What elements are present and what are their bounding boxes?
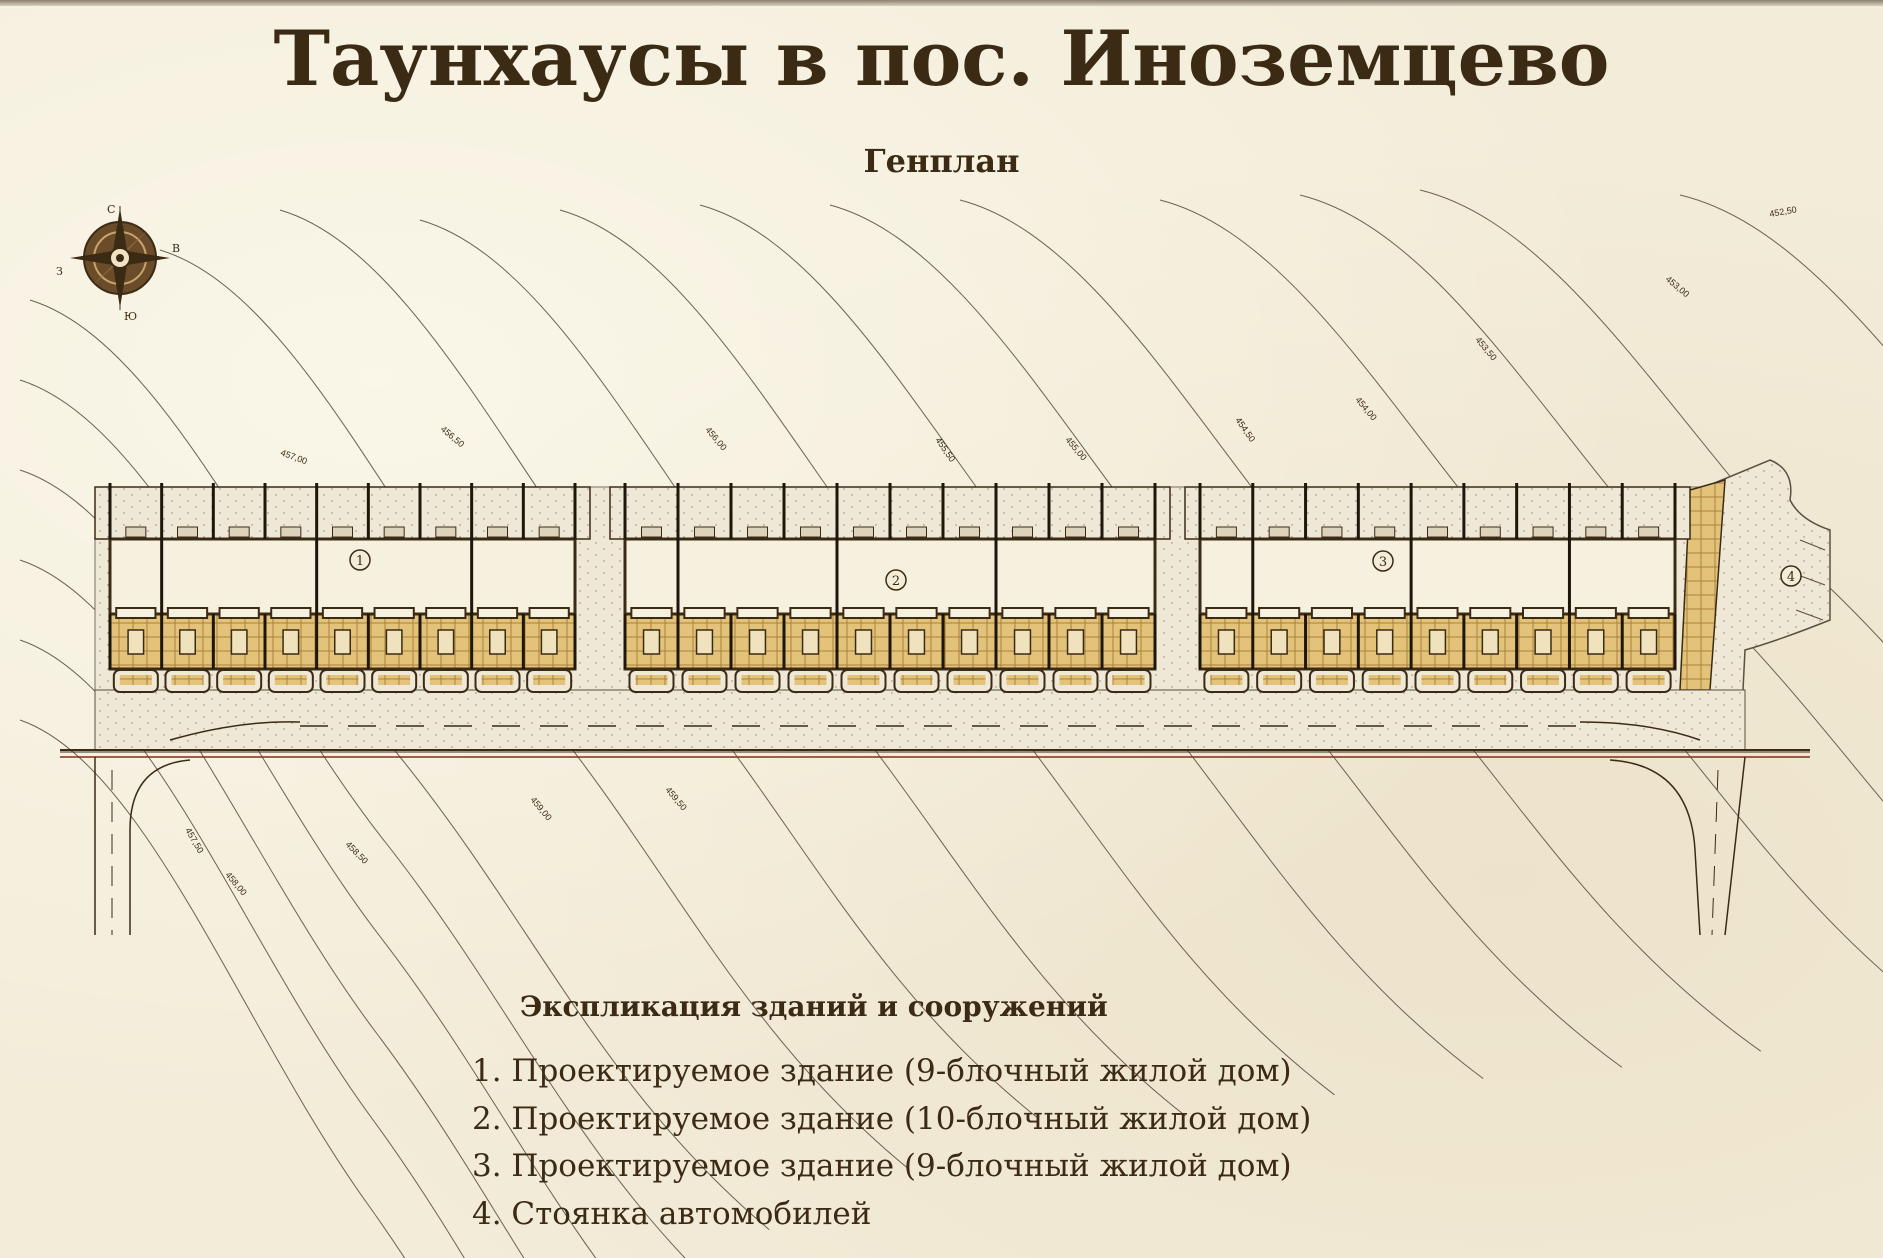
page-subtitle: Генплан <box>863 142 1020 180</box>
terrace <box>960 527 980 537</box>
terrace <box>384 527 404 537</box>
parking-bay-paving <box>1316 675 1348 685</box>
building-marker-2-label: 2 <box>891 574 901 589</box>
building-marker-1 <box>350 550 370 570</box>
unit-porch <box>790 608 830 618</box>
parking-bay-paving <box>378 675 410 685</box>
unit-entry <box>856 630 872 654</box>
building-marker-3 <box>1373 551 1393 571</box>
unit-porch <box>271 608 310 618</box>
parking-bay-paving <box>533 675 565 685</box>
unit-porch <box>949 608 989 618</box>
unit-entry <box>1218 630 1234 654</box>
parking-bay-paving <box>689 675 721 685</box>
parking-bay-paving <box>1474 675 1506 685</box>
terrace <box>1639 527 1659 537</box>
unit-porch <box>1259 608 1299 618</box>
building-body <box>1200 539 1675 614</box>
compass-rose-icon <box>56 203 180 323</box>
unit-entry <box>697 630 713 654</box>
unit-porch <box>426 608 465 618</box>
parking-bay-paving <box>1060 675 1092 685</box>
unit-entry <box>180 630 196 654</box>
terrace <box>281 527 301 537</box>
unit-entry <box>438 630 454 654</box>
terrace <box>1322 527 1342 537</box>
terrace <box>333 527 353 537</box>
unit-porch <box>1629 608 1669 618</box>
unit-porch <box>1576 608 1616 618</box>
unit-porch <box>168 608 207 618</box>
parking-bay-paving <box>1263 675 1295 685</box>
terrace <box>539 527 559 537</box>
unit-entry <box>962 630 978 654</box>
parking-bay-paving <box>327 675 359 685</box>
unit-porch <box>631 608 671 618</box>
unit-entry <box>1015 630 1031 654</box>
unit-entry <box>490 630 506 654</box>
parking-bay-paving <box>742 675 774 685</box>
building-marker-1-label: 1 <box>355 554 365 569</box>
unit-entry <box>1271 630 1287 654</box>
contour-label: 457,50 <box>183 826 206 855</box>
unit-porch <box>530 608 569 618</box>
terrace <box>1428 527 1448 537</box>
contour-label: 455,00 <box>1063 434 1089 463</box>
unit-entry <box>1068 630 1084 654</box>
unit-porch <box>684 608 724 618</box>
terrace <box>695 527 715 537</box>
parking-bay-paving <box>482 675 514 685</box>
contour-label: 456,00 <box>703 424 729 453</box>
contour-label: 458,00 <box>223 869 249 898</box>
parking-bay-paving <box>1007 675 1039 685</box>
unit-porch <box>737 608 777 618</box>
unit-porch <box>1312 608 1352 618</box>
road <box>60 690 1810 935</box>
explication-title: Экспликация зданий и сооружений <box>520 990 1108 1023</box>
parking-bay-paving <box>120 675 152 685</box>
unit-porch <box>116 608 155 618</box>
terrace <box>748 527 768 537</box>
terrace <box>229 527 249 537</box>
parking-bay-paving <box>901 675 933 685</box>
unit-porch <box>375 608 414 618</box>
parking-bay-paving <box>636 675 668 685</box>
terrace <box>1216 527 1236 537</box>
explication-item: 4. Стоянка автомобилей <box>472 1195 872 1232</box>
unit-entry <box>1324 630 1340 654</box>
terrace <box>1375 527 1395 537</box>
unit-porch <box>478 608 517 618</box>
unit-entry <box>750 630 766 654</box>
unit-entry <box>128 630 144 654</box>
unit-porch <box>220 608 259 618</box>
terrace <box>1119 527 1139 537</box>
parking-bay-paving <box>223 675 255 685</box>
terrace <box>1066 527 1086 537</box>
unit-entry <box>1482 630 1498 654</box>
compass-north-label: С <box>107 203 116 216</box>
terrace <box>436 527 456 537</box>
terrace <box>1013 527 1033 537</box>
page-title: Таунхаусы в пос. Иноземцево <box>273 14 1610 103</box>
unit-entry <box>335 630 351 654</box>
contour-label: 457,00 <box>279 447 309 467</box>
unit-porch <box>1470 608 1510 618</box>
unit-porch <box>1417 608 1457 618</box>
unit-entry <box>1641 630 1657 654</box>
parking-bay-paving <box>1210 675 1242 685</box>
building-marker-3-label: 3 <box>1378 555 1388 570</box>
contour-label: 453,50 <box>1473 334 1499 363</box>
terrace <box>1533 527 1553 537</box>
parking-bay-paving <box>1527 675 1559 685</box>
terrace <box>642 527 662 537</box>
compass-east-label: В <box>172 242 181 255</box>
unit-entry <box>1588 630 1604 654</box>
explication-list <box>472 1048 1311 1238</box>
contour-label: 459,50 <box>663 784 689 813</box>
building-marker-2 <box>886 570 906 590</box>
unit-entry <box>541 630 557 654</box>
unit-entry <box>1535 630 1551 654</box>
contour-label: 458,50 <box>343 839 371 866</box>
parking-bay-paving <box>848 675 880 685</box>
contour-label: 454,00 <box>1353 394 1379 423</box>
unit-entry <box>644 630 660 654</box>
unit-porch <box>896 608 936 618</box>
contour-label: 452,50 <box>1768 204 1798 219</box>
unit-porch <box>323 608 362 618</box>
parking-bay-paving <box>795 675 827 685</box>
unit-porch <box>1365 608 1405 618</box>
unit-entry <box>803 630 819 654</box>
unit-entry <box>1377 630 1393 654</box>
terrace <box>907 527 927 537</box>
unit-porch <box>1055 608 1095 618</box>
townhouse-block <box>1185 483 1690 692</box>
building-marker-4-label: 4 <box>1786 570 1796 585</box>
parking-bay-paving <box>1422 675 1454 685</box>
unit-porch <box>1108 608 1148 618</box>
townhouse-block <box>95 483 590 692</box>
parking-bay-paving <box>1580 675 1612 685</box>
terrace <box>1480 527 1500 537</box>
parking-bay-paving <box>1369 675 1401 685</box>
contour-label: 454,50 <box>1233 415 1258 444</box>
terrace <box>488 527 508 537</box>
compass-south-label: Ю <box>124 310 138 323</box>
parking-bay-paving <box>954 675 986 685</box>
parking-bay-paving <box>172 675 204 685</box>
terrace <box>1586 527 1606 537</box>
building-body <box>110 539 575 614</box>
unit-porch <box>843 608 883 618</box>
unit-entry <box>1430 630 1446 654</box>
parking-bay-paving <box>1633 675 1665 685</box>
contour-label: 455,50 <box>933 435 958 464</box>
unit-entry <box>231 630 247 654</box>
terrace <box>801 527 821 537</box>
unit-porch <box>1523 608 1563 618</box>
terrace <box>1269 527 1289 537</box>
terrace <box>178 527 198 537</box>
unit-entry <box>909 630 925 654</box>
parking-bay-paving <box>275 675 307 685</box>
explication-item: 3. Проектируемое здание (9-блочный жилой дом) <box>472 1148 1292 1184</box>
compass-west-label: З <box>56 265 63 278</box>
unit-porch <box>1002 608 1042 618</box>
contour-label: 459,00 <box>528 794 554 823</box>
contour-label: 453,00 <box>1663 273 1692 300</box>
parking-bay-paving <box>430 675 462 685</box>
unit-entry <box>386 630 402 654</box>
terrace <box>126 527 146 537</box>
parking-bay-paving <box>1113 675 1145 685</box>
contour-label: 456,50 <box>438 423 467 450</box>
explication-item: 2. Проектируемое здание (10-блочный жилой дом) <box>472 1100 1312 1137</box>
unit-entry <box>1121 630 1137 654</box>
terrace <box>854 527 874 537</box>
unit-porch <box>1206 608 1246 618</box>
explication-item: 1. Проектируемое здание (9-блочный жилой дом) <box>472 1053 1292 1089</box>
unit-entry <box>283 630 299 654</box>
building-marker-4 <box>1781 566 1801 586</box>
